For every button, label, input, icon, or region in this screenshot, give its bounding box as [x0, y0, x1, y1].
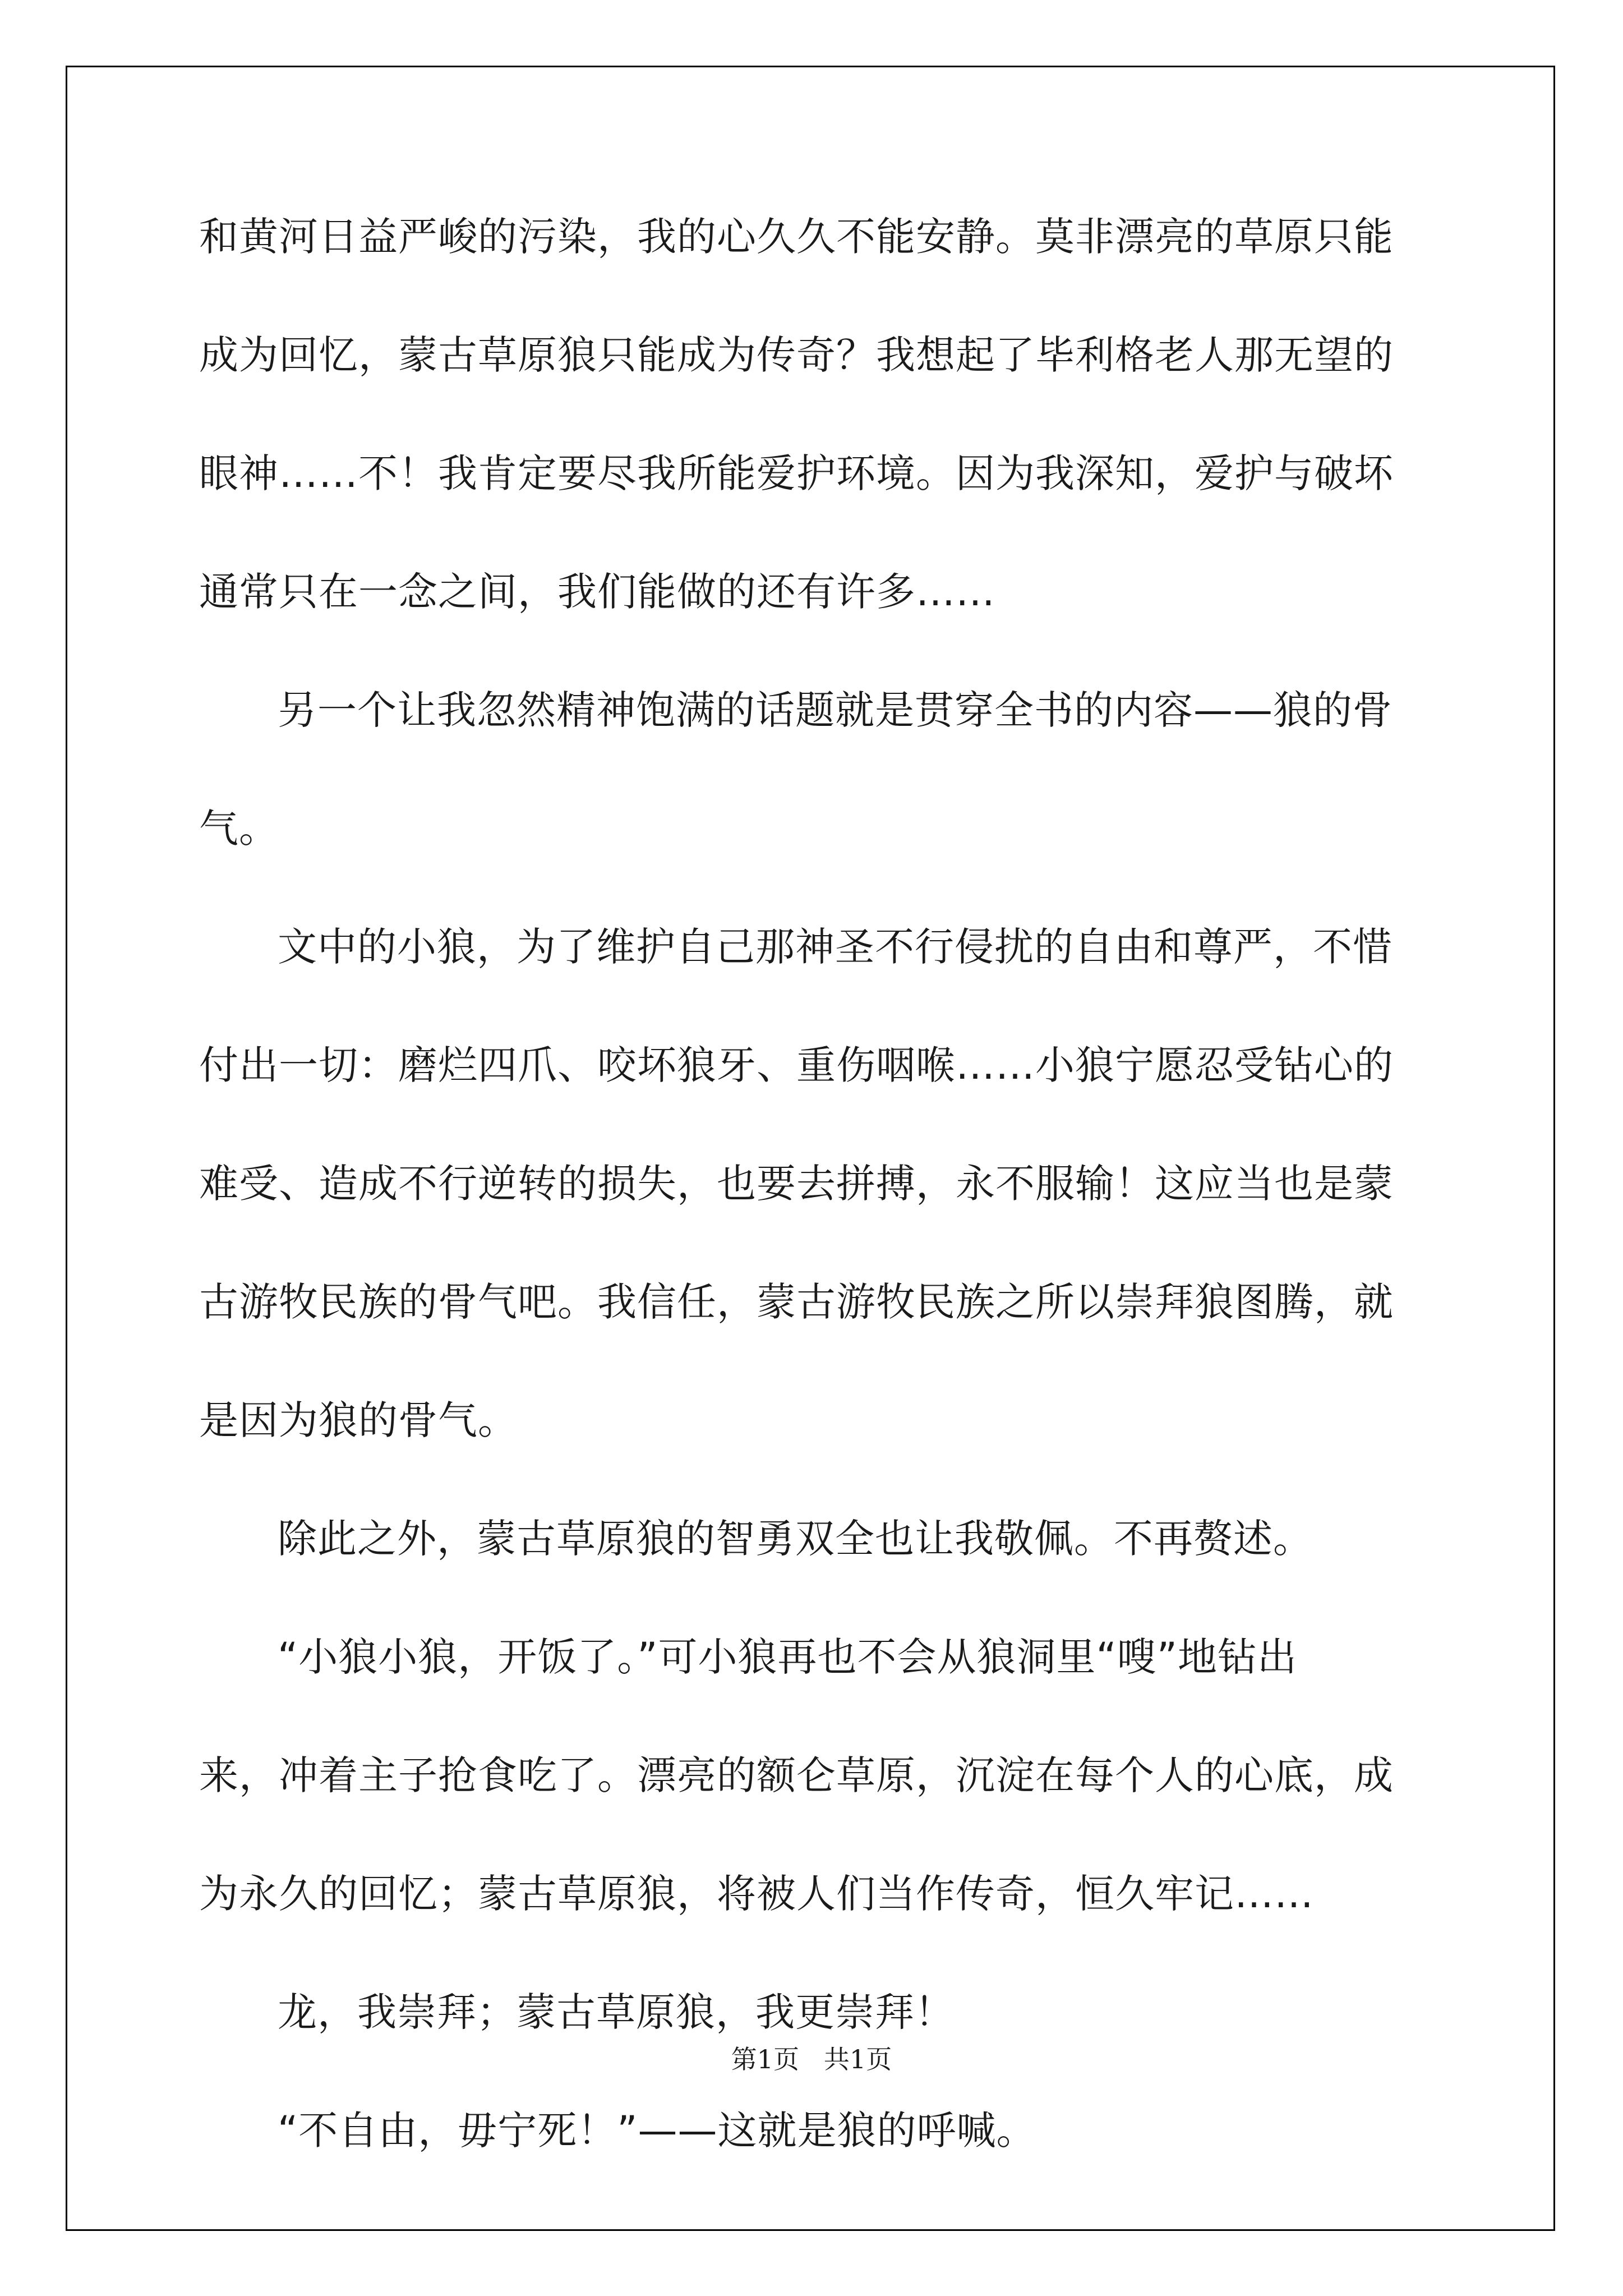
text-line-11: 是因为狼的骨气。 — [199, 1397, 518, 1443]
text-line-1: 和黄河日益严峻的污染，我的心久久不能安静。莫非漂亮的草原只能 — [199, 214, 1394, 260]
page-number-footer: 第1页 共1页 — [731, 2044, 892, 2074]
text-line-8: 付出一切：磨烂四爪、咬坏狼牙、重伤咽喉……小狼宁愿忍受钻心的 — [199, 1042, 1394, 1088]
text-line-12: 除此之外，蒙古草原狼的智勇双全也让我敬佩。不再赘述。 — [278, 1516, 1313, 1562]
text-line-13: “小狼小狼，开饭了。”可小狼再也不会从狼洞里“嗖”地钻出 — [278, 1634, 1298, 1680]
text-line-7: 文中的小狼，为了维护自己那神圣不行侵扰的自由和尊严，不惜 — [278, 924, 1393, 970]
text-line-15: 为永久的回忆；蒙古草原狼，将被人们当作传奇，恒久牢记…… — [199, 1871, 1314, 1917]
text-line-3: 眼神……不！我肯定要尽我所能爱护环境。因为我深知，爱护与破坏 — [199, 450, 1394, 496]
text-line-17: “不自由，毋宁死！”——这就是狼的呼喊。 — [278, 2108, 1036, 2154]
text-line-14: 来，冲着主子抢食吃了。漂亮的额仑草原，沉淀在每个人的心底，成 — [199, 1752, 1394, 1798]
text-line-6: 气。 — [199, 806, 279, 852]
text-line-5: 另一个让我忽然精神饱满的话题就是贯穿全书的内容——狼的骨 — [278, 687, 1393, 733]
text-line-10: 古游牧民族的骨气吧。我信任，蒙古游牧民族之所以崇拜狼图腾，就 — [199, 1279, 1394, 1325]
text-line-4: 通常只在一念之间，我们能做的还有许多…… — [199, 569, 995, 615]
document-body — [199, 209, 1430, 2221]
text-line-2: 成为回忆，蒙古草原狼只能成为传奇？我想起了毕利格老人那无望的 — [199, 332, 1394, 378]
text-line-9: 难受、造成不行逆转的损失，也要去拼搏，永不服输！这应当也是蒙 — [199, 1161, 1394, 1207]
text-line-16: 龙，我崇拜；蒙古草原狼，我更崇拜！ — [278, 1989, 955, 2035]
